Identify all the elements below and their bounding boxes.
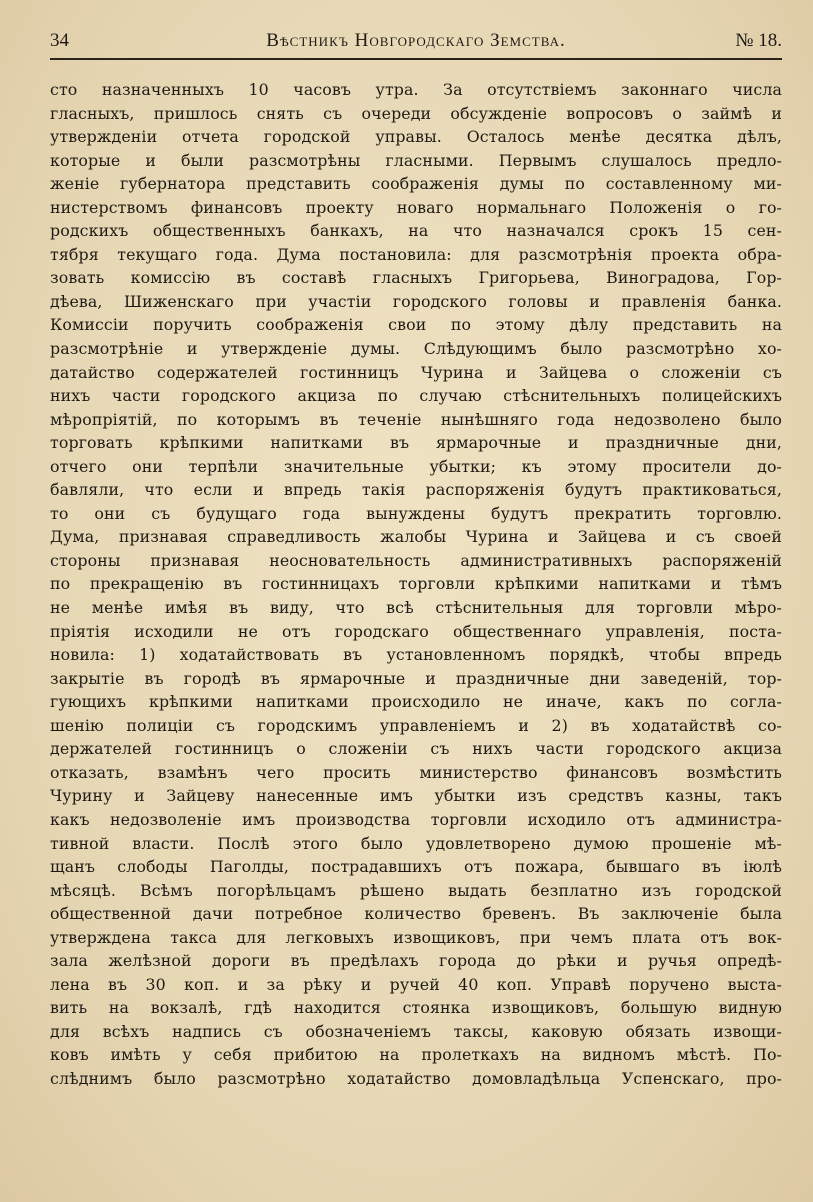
text-line: ковъ имѣть у себя прибитою на пролеткахъ на видномъ мѣстѣ. По- — [50, 1045, 782, 1065]
text-line: мѣропріятій, по которымъ въ теченіе нынѣшняго года недозволено было — [50, 409, 782, 429]
text-line: утверждена такса для легковыхъ извощиковъ, при чемъ плата отъ вок- — [50, 927, 782, 947]
text-line: тивной власти. Послѣ этого было удовлетворено думою прошеніе мѣ- — [50, 833, 782, 853]
text-line: зала желѣзной дороги въ предѣлахъ города до рѣки и ручья опредѣ- — [50, 951, 782, 971]
text-line: какъ недозволеніе имъ производства торговли исходило отъ администра- — [50, 809, 782, 829]
text-line: шенію полиціи съ городскимъ управленіемъ и 2) въ ходатайствѣ со- — [50, 715, 782, 735]
text-line: закрытіе въ городѣ въ ярмарочные и праздничные дни заведеній, тор- — [50, 668, 782, 688]
text-line: новила: 1) ходатайствовать въ установленномъ порядкѣ, чтобы впредь — [50, 645, 782, 665]
text-line: гласныхъ, пришлось снять съ очереди обсужденіе вопросовъ о займѣ и — [50, 103, 782, 123]
body-text — [50, 78, 782, 1091]
text-line: зовать комиссію въ составѣ гласныхъ Григорьева, Виноградова, Гор- — [50, 268, 782, 288]
text-line: лена въ 30 коп. и за рѣку и ручей 40 коп. Управѣ поручено выста- — [50, 974, 782, 994]
page-number: 34 — [50, 30, 69, 51]
text-line: дѣева, Шиженскаго при участіи городского головы и правленія банка. — [50, 291, 782, 311]
header-rule — [50, 58, 782, 60]
text-line: отчего они терпѣли значительные убытки; къ этому просители до- — [50, 456, 782, 476]
text-line: разсмотрѣніе и утвержденіе думы. Слѣдующимъ было разсмотрѣно хо- — [50, 339, 782, 359]
text-line: мѣсяцѣ. Всѣмъ погорѣльцамъ рѣшено выдать безплатно изъ городской — [50, 880, 782, 900]
text-line: торговать крѣпкими напитками въ ярмарочные и праздничные дни, — [50, 433, 782, 453]
text-line: пріятія исходили не отъ городскаго общественнаго управленія, поста- — [50, 621, 782, 641]
running-title: Вѣстникъ Новгородскаго Земства. — [266, 30, 566, 51]
text-line: бавляли, что если и впредь такія распоряженія будутъ практиковаться, — [50, 480, 782, 500]
text-line: сто назначенныхъ 10 часовъ утра. За отсутствіемъ законнаго числа — [50, 80, 782, 99]
text-line: щанъ слободы Паголды, пострадавшихъ отъ пожара, бывшаго въ іюлѣ — [50, 857, 782, 877]
text-line: не менѣе имѣя въ виду, что всѣ стѣснительныя для торговли мѣро- — [50, 598, 782, 618]
text-line: родскихъ общественныхъ банкахъ, на что назначался срокъ 15 сен- — [50, 221, 782, 241]
text-line: тября текущаго года. Дума постановила: для разсмотрѣнія проекта обра- — [50, 244, 782, 264]
text-line: которые и были разсмотрѣны гласными. Первымъ слушалось предло- — [50, 150, 782, 170]
text-line: нистерствомъ финансовъ проекту новаго нормальнаго Положенія о го- — [50, 197, 782, 217]
text-line: Чурину и Зайцеву нанесенные имъ убытки изъ средствъ казны, такъ — [50, 786, 782, 806]
text-line: Дума, признавая справедливость жалобы Чурина и Зайцева и съ своей — [50, 527, 782, 547]
issue-number: № 18. — [735, 30, 782, 51]
text-line: то они съ будущаго года вынуждены будутъ прекратить торговлю. — [50, 503, 782, 523]
text-line: держателей гостинницъ о сложеніи съ нихъ части городского акциза — [50, 739, 782, 759]
text-line: для всѣхъ надпись съ обозначеніемъ таксы, каковую обязать извощи- — [50, 1021, 782, 1041]
text-line: по прекращенію въ гостинницахъ торговли крѣпкими напитками и тѣмъ — [50, 574, 782, 594]
page-header — [50, 30, 782, 56]
text-line: утвержденіи отчета городской управы. Осталось менѣе десятка дѣлъ, — [50, 127, 782, 147]
text-line: датайство содержателей гостинницъ Чурина и Зайцева о сложеніи съ — [50, 362, 782, 382]
text-line: Комиссіи поручить соображенія свои по этому дѣлу представить на — [50, 315, 782, 335]
text-line: женіе губернатора представить соображенія думы по составленному ми- — [50, 174, 782, 194]
text-line: гующихъ крѣпкими напитками происходило не иначе, какъ по согла- — [50, 692, 782, 712]
text-line: нихъ части городского акциза по случаю стѣснительныхъ полицейскихъ — [50, 386, 782, 406]
text-line: отказать, взамѣнъ чего просить министерство финансовъ возмѣстить — [50, 762, 782, 782]
text-line: вить на вокзалѣ, гдѣ находится стоянка извощиковъ, большую видную — [50, 998, 782, 1018]
text-line: стороны признавая неосновательность административныхъ распоряженій — [50, 550, 782, 570]
text-line: общественной дачи потребное количество бревенъ. Въ заключеніе была — [50, 904, 782, 924]
text-line: слѣднимъ было разсмотрѣно ходатайство домовладѣльца Успенскаго, про- — [50, 1068, 782, 1088]
